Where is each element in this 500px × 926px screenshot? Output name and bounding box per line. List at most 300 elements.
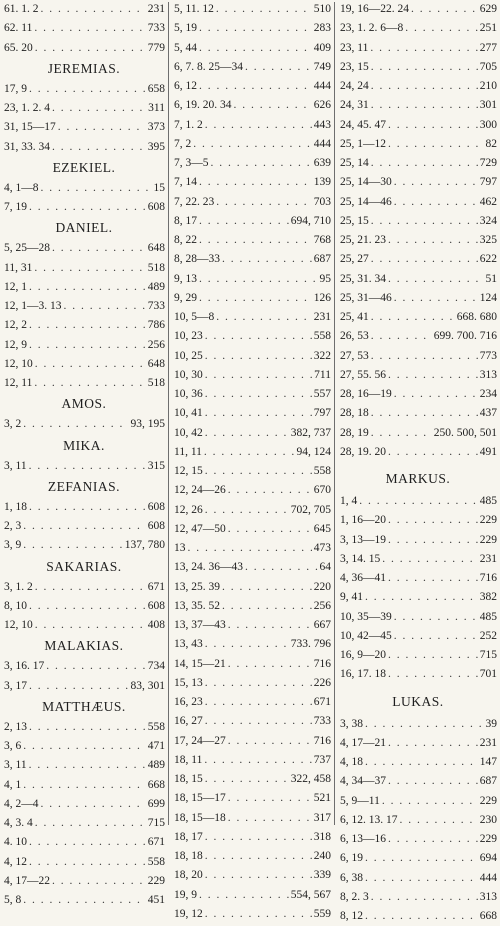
dot-leader — [371, 347, 478, 366]
verse-reference: 4, 12 — [0, 853, 29, 872]
verse-reference: 16, 27 — [170, 712, 205, 731]
dot-leader — [35, 39, 146, 58]
verse-reference: 13 — [170, 539, 188, 558]
book-heading: MALAKIAS. — [0, 635, 168, 657]
index-entry — [336, 404, 500, 423]
index-entry — [170, 173, 334, 192]
dot-leader — [371, 888, 478, 907]
verse-reference: 25, 31—46 — [336, 289, 394, 308]
dot-leader — [371, 250, 478, 269]
index-entry — [336, 212, 500, 231]
verse-reference: 6, 19. 20. 34 — [170, 96, 234, 115]
index-entry — [170, 212, 334, 231]
index-entry — [170, 635, 334, 654]
verse-reference: 4, 1 — [0, 776, 23, 795]
page-numbers: 733 — [146, 19, 168, 38]
index-entry — [336, 569, 500, 588]
dot-leader — [216, 193, 312, 212]
dot-leader — [29, 756, 146, 775]
index-entry — [0, 99, 168, 118]
book-heading: EZEKIEL. — [0, 157, 168, 179]
book-heading: MIKA. — [0, 435, 168, 457]
page-numbers: 626 — [312, 96, 334, 115]
dot-leader — [205, 635, 289, 654]
dot-leader — [388, 116, 478, 135]
dot-leader — [371, 308, 455, 327]
page-numbers: 608 — [146, 198, 168, 217]
dot-leader — [29, 336, 146, 355]
dot-leader — [58, 118, 146, 137]
dot-leader — [204, 443, 295, 462]
dot-leader — [365, 907, 478, 926]
index-entry — [170, 424, 334, 443]
page-numbers: 451 — [146, 891, 168, 910]
dot-leader — [23, 737, 146, 756]
verse-reference: 25, 21. 23 — [336, 231, 388, 250]
verse-reference: 10, 25 — [170, 347, 205, 366]
page-numbers: 240 — [312, 847, 334, 866]
index-entry — [336, 646, 500, 665]
page-numbers: 473 — [312, 539, 334, 558]
index-entry — [170, 693, 334, 712]
verse-reference: 3, 6 — [0, 737, 23, 756]
dot-leader — [365, 753, 478, 772]
page-numbers: 39 — [484, 715, 500, 734]
index-entry — [0, 198, 168, 217]
index-entry — [170, 847, 334, 866]
index-entry — [170, 828, 334, 847]
book-heading: SAKARIAS. — [0, 556, 168, 578]
page-numbers: 715 — [146, 814, 168, 833]
dot-leader — [52, 239, 146, 258]
verse-reference: 11, 31 — [0, 259, 34, 278]
dot-leader — [394, 608, 478, 627]
page-numbers: 444 — [312, 135, 334, 154]
verse-reference: 25, 14—30 — [336, 173, 394, 192]
verse-reference: 28, 19 — [336, 424, 371, 443]
dot-leader — [394, 385, 478, 404]
index-entry — [170, 327, 334, 346]
verse-reference: 3, 1. 2 — [0, 578, 35, 597]
verse-reference: 8, 2. 3 — [336, 888, 371, 907]
verse-reference: 5, 19 — [170, 19, 199, 38]
page-numbers: 786 — [146, 316, 168, 335]
index-entry — [170, 501, 334, 520]
index-entry — [336, 531, 500, 550]
index-entry — [336, 193, 500, 212]
dot-leader — [211, 154, 312, 173]
page-numbers: 554, 567 — [289, 886, 334, 905]
dot-leader — [359, 492, 478, 511]
page-numbers: 699 — [146, 795, 168, 814]
index-entry — [336, 492, 500, 511]
page-numbers: 229 — [478, 531, 500, 550]
index-entry — [336, 792, 500, 811]
index-entry — [170, 308, 334, 327]
page-numbers: 668 — [146, 776, 168, 795]
index-entry — [170, 481, 334, 500]
index-entry — [336, 250, 500, 269]
page-numbers: 668 — [478, 907, 500, 926]
page-numbers: 518 — [146, 374, 168, 393]
verse-reference: 23, 1. 2. 4 — [0, 99, 52, 118]
index-entry — [0, 517, 168, 536]
book-heading: AMOS. — [0, 393, 168, 415]
dot-leader — [29, 498, 146, 517]
page-numbers: 622 — [478, 250, 500, 269]
dot-leader — [199, 212, 289, 231]
page-numbers: 277 — [478, 39, 500, 58]
verse-reference: 1, 16—20 — [336, 511, 388, 530]
dot-leader — [205, 366, 312, 385]
page-numbers: 229 — [478, 792, 500, 811]
page-numbers: 797 — [478, 173, 500, 192]
verse-reference: 10, 23 — [170, 327, 205, 346]
index-column-2 — [170, 0, 334, 924]
verse-reference: 24, 31 — [336, 96, 371, 115]
dot-leader — [205, 674, 312, 693]
page-numbers: 210 — [478, 77, 500, 96]
page-numbers: 462 — [478, 193, 500, 212]
verse-reference: 5, 25—28 — [0, 239, 52, 258]
index-entry — [336, 270, 500, 289]
verse-reference: 3, 13—19 — [336, 531, 388, 550]
page-numbers: 373 — [146, 118, 168, 137]
page-numbers: 558 — [146, 718, 168, 737]
verse-reference: 15, 13 — [170, 674, 205, 693]
page-numbers: 124 — [478, 289, 500, 308]
verse-reference: 28, 16—19 — [336, 385, 394, 404]
page-numbers: 64 — [318, 558, 335, 577]
dot-leader — [52, 99, 146, 118]
dot-leader — [29, 833, 146, 852]
page-numbers: 671 — [146, 578, 168, 597]
index-entry — [170, 0, 334, 19]
dot-leader — [228, 732, 312, 751]
page-numbers: 779 — [146, 39, 168, 58]
verse-reference: 6, 7. 8. 25—34 — [170, 58, 245, 77]
page-numbers: 518 — [146, 259, 168, 278]
verse-reference: 16, 23 — [170, 693, 205, 712]
verse-reference: 10, 42—45 — [336, 627, 394, 646]
page-numbers: 313 — [478, 366, 500, 385]
verse-reference: 25, 41 — [336, 308, 371, 327]
verse-reference: 1, 18 — [0, 498, 29, 517]
index-entry — [0, 718, 168, 737]
page-numbers: 256 — [312, 597, 334, 616]
dot-leader — [41, 795, 146, 814]
page-numbers: 558 — [146, 853, 168, 872]
dot-leader — [411, 0, 478, 19]
index-entry — [0, 374, 168, 393]
book-heading: DANIEL. — [0, 217, 168, 239]
page-numbers: 234 — [478, 385, 500, 404]
page-numbers: 557 — [312, 385, 334, 404]
dot-leader — [371, 96, 478, 115]
index-entry — [170, 443, 334, 462]
dot-leader — [365, 869, 478, 888]
page-numbers: 231 — [478, 550, 500, 569]
page-numbers: 733 — [312, 712, 334, 731]
verse-reference: 12, 1 — [0, 278, 29, 297]
verse-reference: 14, 15—21 — [170, 655, 228, 674]
verse-reference: 9, 41 — [336, 588, 365, 607]
index-entry — [170, 886, 334, 905]
verse-reference: 2, 13 — [0, 718, 29, 737]
index-entry — [0, 239, 168, 258]
index-entry — [336, 116, 500, 135]
page-numbers: 93, 195 — [129, 415, 169, 434]
verse-reference: 10, 35—39 — [336, 608, 394, 627]
index-entry — [0, 737, 168, 756]
index-column-3 — [336, 0, 500, 926]
page-numbers: 702, 705 — [289, 501, 334, 520]
page-numbers: 250. 500, 501 — [432, 424, 500, 443]
dot-leader — [199, 77, 312, 96]
page-numbers: 471 — [146, 737, 168, 756]
dot-leader — [199, 19, 312, 38]
index-entry — [170, 809, 334, 828]
verse-reference: 4, 1—8 — [0, 179, 41, 198]
dot-leader — [35, 578, 146, 597]
verse-reference: 6, 12. 13. 17 — [336, 811, 400, 830]
index-entry — [0, 872, 168, 891]
dot-leader — [205, 828, 312, 847]
dot-leader — [34, 19, 145, 38]
page-numbers: 322, 458 — [289, 770, 334, 789]
page-numbers: 231 — [146, 0, 168, 19]
verse-reference: 4, 3. 4 — [0, 814, 35, 833]
dot-leader — [34, 259, 145, 278]
index-entry — [0, 0, 168, 19]
dot-leader — [371, 424, 432, 443]
verse-reference: 7, 14 — [170, 173, 199, 192]
verse-reference: 7, 19 — [0, 198, 29, 217]
dot-leader — [370, 39, 477, 58]
index-entry — [170, 289, 334, 308]
index-entry — [170, 462, 334, 481]
page-numbers: 230 — [478, 811, 500, 830]
page-numbers: 300 — [478, 116, 500, 135]
page-numbers: 485 — [478, 492, 500, 511]
index-entry — [170, 135, 334, 154]
dot-leader — [199, 289, 312, 308]
page-numbers: 83, 301 — [129, 677, 169, 696]
verse-reference: 7, 3—5 — [170, 154, 211, 173]
index-entry — [170, 270, 334, 289]
verse-reference: 13, 25. 39 — [170, 578, 222, 597]
verse-reference: 24, 45. 47 — [336, 116, 388, 135]
page-numbers: 229 — [146, 872, 168, 891]
verse-reference: 27, 53 — [336, 347, 371, 366]
verse-reference: 25, 31. 34 — [336, 270, 388, 289]
index-entry — [336, 58, 500, 77]
page-numbers: 521 — [312, 789, 334, 808]
page-numbers: 382 — [478, 588, 500, 607]
index-entry — [0, 657, 168, 676]
dot-leader — [388, 646, 478, 665]
dot-leader — [228, 520, 312, 539]
index-entry — [0, 336, 168, 355]
page-numbers: 322 — [312, 347, 334, 366]
dot-leader — [23, 891, 146, 910]
dot-leader — [29, 597, 146, 616]
index-entry — [336, 173, 500, 192]
index-entry — [336, 830, 500, 849]
page-numbers: 395 — [146, 138, 168, 157]
index-entry — [170, 404, 334, 423]
dot-leader — [228, 789, 312, 808]
index-entry — [170, 655, 334, 674]
verse-reference: 23, 1. 2. 6—8 — [336, 19, 405, 38]
index-entry — [0, 415, 168, 434]
index-entry — [336, 424, 500, 443]
verse-reference: 12, 10 — [0, 355, 35, 374]
page-numbers: 444 — [312, 77, 334, 96]
index-entry — [170, 866, 334, 885]
index-entry — [170, 193, 334, 212]
dot-leader — [388, 135, 484, 154]
verse-reference: 31, 33. 34 — [0, 138, 52, 157]
verse-reference: 6, 38 — [336, 869, 365, 888]
verse-reference: 10, 41 — [170, 404, 205, 423]
page-numbers: 325 — [478, 231, 500, 250]
dot-leader — [199, 231, 312, 250]
page-numbers: 15 — [152, 179, 169, 198]
dot-leader — [41, 0, 146, 19]
index-entry — [336, 0, 500, 19]
index-entry — [0, 355, 168, 374]
index-entry — [336, 154, 500, 173]
page-numbers: 670 — [312, 481, 334, 500]
dot-leader — [35, 355, 146, 374]
index-entry — [170, 770, 334, 789]
page-numbers: 95 — [318, 270, 335, 289]
dot-leader — [199, 173, 312, 192]
verse-reference: 27, 55. 56 — [336, 366, 388, 385]
index-entry — [0, 138, 168, 157]
dot-leader — [29, 457, 146, 476]
verse-reference: 9, 13 — [170, 270, 199, 289]
dot-leader — [205, 385, 312, 404]
verse-reference: 12, 24—26 — [170, 481, 228, 500]
page-numbers: 705 — [478, 58, 500, 77]
verse-reference: 4, 2—4 — [0, 795, 41, 814]
dot-leader — [382, 792, 478, 811]
index-entry — [336, 19, 500, 38]
verse-reference: 3, 38 — [336, 715, 365, 734]
verse-reference: 65. 20 — [0, 39, 35, 58]
dot-leader — [365, 849, 478, 868]
dot-leader — [371, 212, 478, 231]
verse-reference: 7, 1. 2 — [170, 116, 205, 135]
dot-leader — [365, 588, 478, 607]
verse-reference: 18, 20 — [170, 866, 205, 885]
verse-reference: 18, 17 — [170, 828, 205, 847]
index-entry — [170, 39, 334, 58]
verse-reference: 3, 11 — [0, 457, 29, 476]
index-entry — [336, 289, 500, 308]
page-numbers: 313 — [478, 888, 500, 907]
dot-leader — [205, 866, 312, 885]
dot-leader — [245, 58, 312, 77]
dot-leader — [388, 830, 478, 849]
verse-reference: 61. 1. 2 — [0, 0, 41, 19]
index-entry — [336, 665, 500, 684]
dot-leader — [52, 872, 146, 891]
verse-reference: 25, 15 — [336, 212, 371, 231]
index-entry — [0, 756, 168, 775]
index-entry — [170, 116, 334, 135]
index-entry — [0, 118, 168, 137]
page-numbers: 558 — [312, 462, 334, 481]
verse-reference: 7, 22. 23 — [170, 193, 216, 212]
verse-reference: 3, 11 — [0, 756, 29, 775]
page-numbers: 733. 796 — [289, 635, 334, 654]
page-numbers: 668. 680 — [455, 308, 500, 327]
verse-reference: 3, 2 — [0, 415, 23, 434]
index-entry — [336, 715, 500, 734]
index-entry — [336, 907, 500, 926]
page-numbers: 229 — [478, 830, 500, 849]
page-numbers: 608 — [146, 498, 168, 517]
index-entry — [0, 578, 168, 597]
dot-leader — [199, 270, 318, 289]
index-entry — [0, 316, 168, 335]
verse-reference: 18, 18 — [170, 847, 205, 866]
index-entry — [336, 588, 500, 607]
dot-leader — [35, 814, 146, 833]
column-divider — [334, 2, 335, 825]
verse-reference: 4, 36—41 — [336, 569, 388, 588]
dot-leader — [388, 569, 478, 588]
verse-reference: 19, 9 — [170, 886, 199, 905]
verse-reference: 12, 10 — [0, 616, 35, 635]
verse-reference: 12, 15 — [170, 462, 205, 481]
page-numbers: 443 — [312, 116, 334, 135]
page-numbers: 694, 710 — [289, 212, 334, 231]
verse-reference: 25, 27 — [336, 250, 371, 269]
page-numbers: 317 — [312, 809, 334, 828]
verse-reference: 23, 11 — [336, 39, 370, 58]
page-numbers: 226 — [312, 674, 334, 693]
dot-leader — [204, 751, 311, 770]
index-entry — [170, 385, 334, 404]
dot-leader — [388, 511, 478, 530]
verse-reference: 31, 15—17 — [0, 118, 58, 137]
index-entry — [0, 457, 168, 476]
index-entry — [336, 366, 500, 385]
page-numbers: 733 — [146, 297, 168, 316]
page-numbers: 315 — [146, 457, 168, 476]
page-numbers: 629 — [478, 0, 500, 19]
verse-reference: 1, 4 — [336, 492, 359, 511]
verse-reference: 3, 16. 17 — [0, 657, 46, 676]
verse-reference: 5, 44 — [170, 39, 199, 58]
verse-reference: 5, 9—11 — [336, 792, 382, 811]
index-entry — [170, 366, 334, 385]
index-entry — [336, 608, 500, 627]
index-entry — [336, 869, 500, 888]
page-numbers: 324 — [478, 212, 500, 231]
verse-reference: 4. 10 — [0, 833, 29, 852]
dot-leader — [29, 316, 146, 335]
dot-leader — [394, 193, 478, 212]
index-entry — [170, 905, 334, 924]
page-numbers: 716 — [312, 732, 334, 751]
page-numbers: 408 — [146, 616, 168, 635]
page-numbers: 283 — [312, 19, 334, 38]
